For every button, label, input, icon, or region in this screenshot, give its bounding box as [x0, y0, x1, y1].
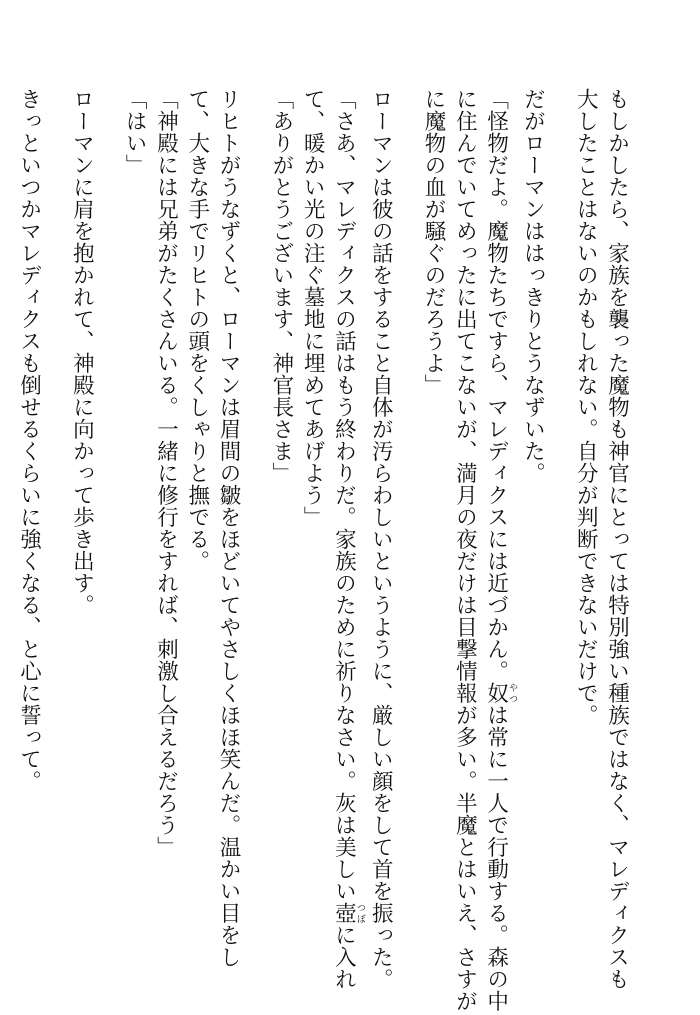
text-line [150, 88, 181, 988]
vertical-text-body [13, 88, 654, 1012]
text-segment: ローマンは彼の話をすること自体が汚らわしいというように、厳しい顔をして首を振った。 [368, 88, 394, 990]
ruby-base: 奴 [483, 682, 509, 704]
text-line [297, 88, 328, 988]
text-segment: て、暖かい光の注ぐ墓地に埋めてあげよう」 [300, 88, 326, 528]
text-segment: ローマンに肩を抱かれて、神殿に向かって歩き出す。 [69, 88, 95, 616]
text-line [66, 88, 119, 988]
text-line [266, 88, 297, 988]
ruby-annotation [483, 682, 518, 704]
text-line [119, 88, 150, 988]
text-line [328, 88, 365, 988]
ruby-reading: やつ [507, 682, 518, 704]
text-line [365, 88, 418, 988]
text-segment: て、大きな手でリヒトの頭をくしゃりと撫でる。 [184, 88, 210, 572]
text-segment: に入れ [331, 924, 357, 990]
text-line [570, 88, 601, 988]
text-line [480, 88, 518, 1012]
text-segment: だがローマンははっきりとうなずいた。 [520, 88, 546, 484]
text-segment: に住んでいてめったに出てこないが、満月の夜だけは目撃情報が多い。半魔とはいえ、さすが [452, 88, 478, 1012]
text-line [601, 88, 654, 988]
text-segment: に魔物の血が騒ぐのだろうよ」 [421, 88, 447, 396]
ruby-reading: つぼ [354, 902, 365, 924]
text-segment: 「怪物だよ。魔物たちですら、マレディクスには近づかん。 [483, 88, 509, 682]
text-segment: は常に一人で行動する。森の中 [483, 704, 509, 1012]
text-segment: 「はい」 [122, 88, 148, 176]
ruby-annotation [331, 902, 365, 924]
ruby-base: 壺 [331, 902, 357, 924]
text-segment: リヒトがうなずくと、ローマンは眉間の皺をほどいてやさしくほほ笑んだ。温かい目をし [216, 88, 242, 968]
text-line [517, 88, 570, 988]
text-segment: 大したことはないのかもしれない。自分が判断できないだけで。 [573, 88, 599, 726]
text-line [418, 88, 449, 988]
text-line [13, 88, 66, 988]
text-line [213, 88, 266, 988]
text-segment: きっといつかマレディクスも倒せるくらいに強くなる、と心に誓って。 [16, 88, 42, 792]
text-line [449, 88, 480, 1012]
text-segment: もしかしたら、家族を襲った魔物も神官にとっては特別強い種族ではなく、マレディクスも [604, 88, 630, 990]
text-segment: 「さあ、マレディクスの話はもう終わりだ。家族のために祈りなさい。灰は美しい [331, 88, 357, 902]
text-line [181, 88, 212, 988]
text-segment: 「神殿には兄弟がたくさんいる。一緒に修行をすれば、刺激し合えるだろう」 [153, 88, 179, 858]
text-segment: 「ありがとうございます、神官長さま」 [268, 88, 294, 484]
